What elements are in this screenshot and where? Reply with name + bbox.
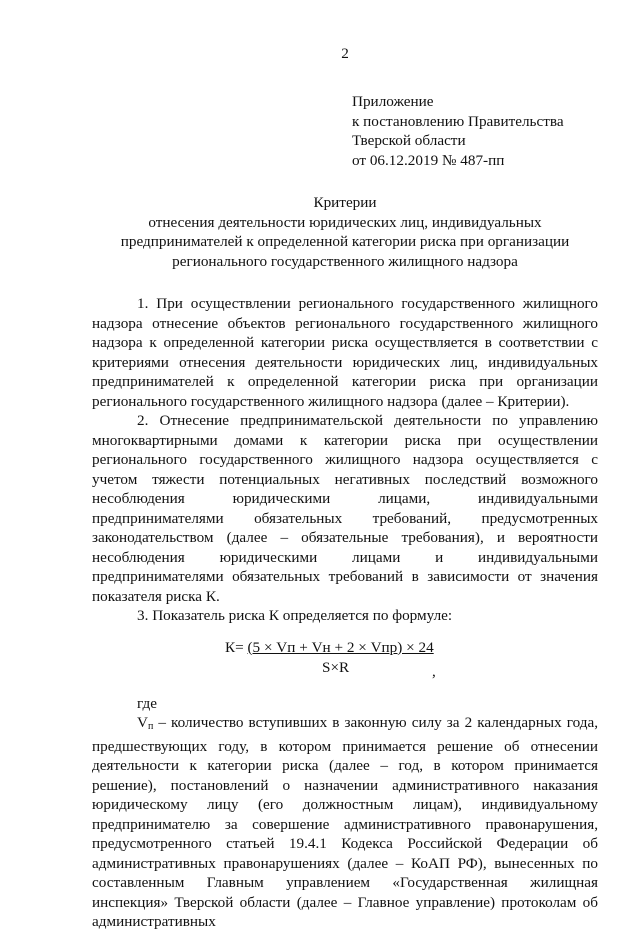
document-title bbox=[92, 193, 598, 271]
appendix-line: от 06.12.2019 № 487-пп bbox=[352, 151, 505, 169]
variable-definition-text: – количество вступивших в законную силу за 2 календарных года, предшествующих году, в котором принимается решение об отнесении деятельности к категории риска (далее – год, в котором принимается решение), постановлений о назначении административного наказания юридическому лицу (его должностным лицам), индивидуальному предпринимателю за совершение административного правонарушения, предусмотренного статьей 19.4.1 Кодекса Российской Федерации об административных правонарушениях (далее – КоАП РФ), вынесенных по составленным Главным управлением «Государственная жилищная инспекция» Тверской области (далее – Главное управление) протоколам об административных bbox=[92, 714, 598, 930]
paragraph-3: 3. Показатель риска К определяется по формуле: bbox=[137, 607, 453, 624]
title-line: Критерии bbox=[313, 194, 377, 211]
appendix-line: Приложение bbox=[352, 93, 434, 110]
appendix-line: к постановлению Правительства bbox=[352, 112, 564, 130]
variable-definition bbox=[92, 713, 598, 932]
where-section bbox=[92, 694, 598, 932]
variable-symbol: V bbox=[137, 714, 148, 731]
title-line: регионального государственного жилищного надзора bbox=[172, 252, 518, 270]
variable-subscript: п bbox=[147, 721, 154, 732]
page-number: 2 bbox=[341, 45, 349, 62]
title-line: предпринимателей к определенной категории риска при организации bbox=[120, 233, 570, 250]
paragraph-2: 2. Отнесение предпринимательской деятельности по управлению многоквартирными домами к категории риска при осуществлении регионального государственного жилищного надзора осуществляется с учетом тяжести потенциальных негативных последствий возможного несоблюдения юридическими лицами, индивидуальными предпринимателями обязательных требований, предусмотренных законодательством (далее – обязательные требования), и вероятности несоблюдения юридическими лицами и индивидуальными предпринимателями обязательных требований в зависимости от значения показателя риска К. bbox=[92, 412, 598, 605]
formula-lhs: К= bbox=[225, 638, 248, 656]
document-body bbox=[92, 294, 598, 932]
formula-comma: , bbox=[432, 662, 436, 680]
formula-numerator-line bbox=[225, 638, 434, 658]
formula-numerator: (5 × Vп + Vн + 2 × Vпр) × 24 bbox=[247, 638, 434, 656]
where-label: где bbox=[137, 694, 157, 712]
formula-denominator: S×R bbox=[322, 658, 350, 676]
paragraph-1: 1. При осуществлении регионального государственного жилищного надзора отнесение объектов регионального государственного жилищного надзора к определенной категории риска осуществляется в соответствии с критериями отнесения деятельности юридических лиц, индивидуальных предпринимателей к определенной категории риска при организации регионального государственного жилищного надзора (далее – Критерии). bbox=[92, 295, 598, 410]
title-line: отнесения деятельности юридических лиц, индивидуальных bbox=[148, 213, 542, 231]
appendix-line: Тверской области bbox=[352, 132, 466, 149]
risk-formula bbox=[92, 638, 598, 688]
appendix-block bbox=[352, 92, 564, 170]
